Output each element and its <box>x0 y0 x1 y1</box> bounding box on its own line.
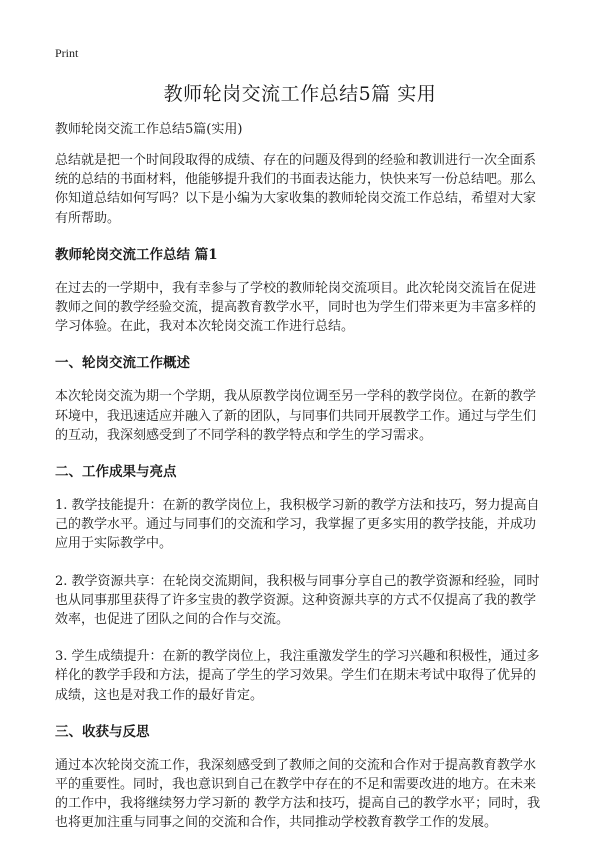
paragraph-2: 本次轮岗交流为期一个学期，我从原教学岗位调至另一学科的教学岗位。在新的教学环境中，我迅速适应并融入了新的团队，与同事们共同开展教学工作。通过与学生们的互动，我深刻感受到了不同学科的教学特点和学生的学习需求。 <box>55 389 537 443</box>
list-item-1: 1. 教学技能提升：在新的教学岗位上，我积极学习新的教学方法和技巧，努力提高自己的教学水平。通过与同事们的交流和学习，我掌握了更多实用的教学技能，并成功应用于实际教学中。 <box>55 498 540 552</box>
heading-results: 二、工作成果与亮点 <box>55 464 177 481</box>
heading-reflection: 三、收获与反思 <box>55 723 150 740</box>
print-link[interactable]: Print <box>55 46 79 60</box>
document-body <box>55 120 545 851</box>
paragraph-1: 在过去的一学期中，我有幸参与了学校的教师轮岗交流项目。此次轮岗交流旨在促进教师之间的教学经验交流，提高教育教学水平，同时也为学生们带来更为丰富多样的学习体验。在此，我对本次轮岗交流工作进行总结。 <box>55 280 537 335</box>
heading-overview: 一、轮岗交流工作概述 <box>55 355 190 372</box>
paragraph-3: 通过本次轮岗交流工作，我深刻感受到了教师之间的交流和合作对于提高教育教学水平的重要性。同时，我也意识到自己在教学中存在的不足和需要改进的地方。在未来的工作中，我将继续努力学习新的 教学方法和技巧，提高自己的教学水平；同时，我也将更加注重与同事之间的交流和合作，共同推动学校教育教学工作的发展。 <box>55 757 541 831</box>
document-subtitle: 教师轮岗交流工作总结5篇(实用) <box>55 122 243 137</box>
list-item-3: 3. 学生成绩提升：在新的教学岗位上，我注重激发学生的学习兴趣和积极性，通过多样化的教学手段和方法，提高了学生的学习效果。学生们在期末考试中取得了优异的成绩，这也是对我工作的最好肯定。 <box>55 649 540 703</box>
intro-paragraph: 总结就是把一个时间段取得的成绩、存在的问题及得到的经验和教训进行一次全面系统的总结的书面材料，他能够提升我们的书面表达能力，快快来写一份总结吧。那么你知道总结如何写吗？以下是小编为大家收集的教师轮岗交流工作总结，希望对大家有所帮助。 <box>55 153 537 226</box>
list-item-2: 2. 教学资源共享：在轮岗交流期间，我积极与同事分享自己的教学资源和经验，同时也从同事那里获得了许多宝贵的教学资源。这种资源共享的方式不仅提高了我的教学效率，也促进了团队之间的合作与交流。 <box>55 573 540 628</box>
page-title: 教师轮岗交流工作总结5篇 实用 <box>163 83 437 105</box>
section-heading: 教师轮岗交流工作总结 篇1 <box>55 246 218 263</box>
